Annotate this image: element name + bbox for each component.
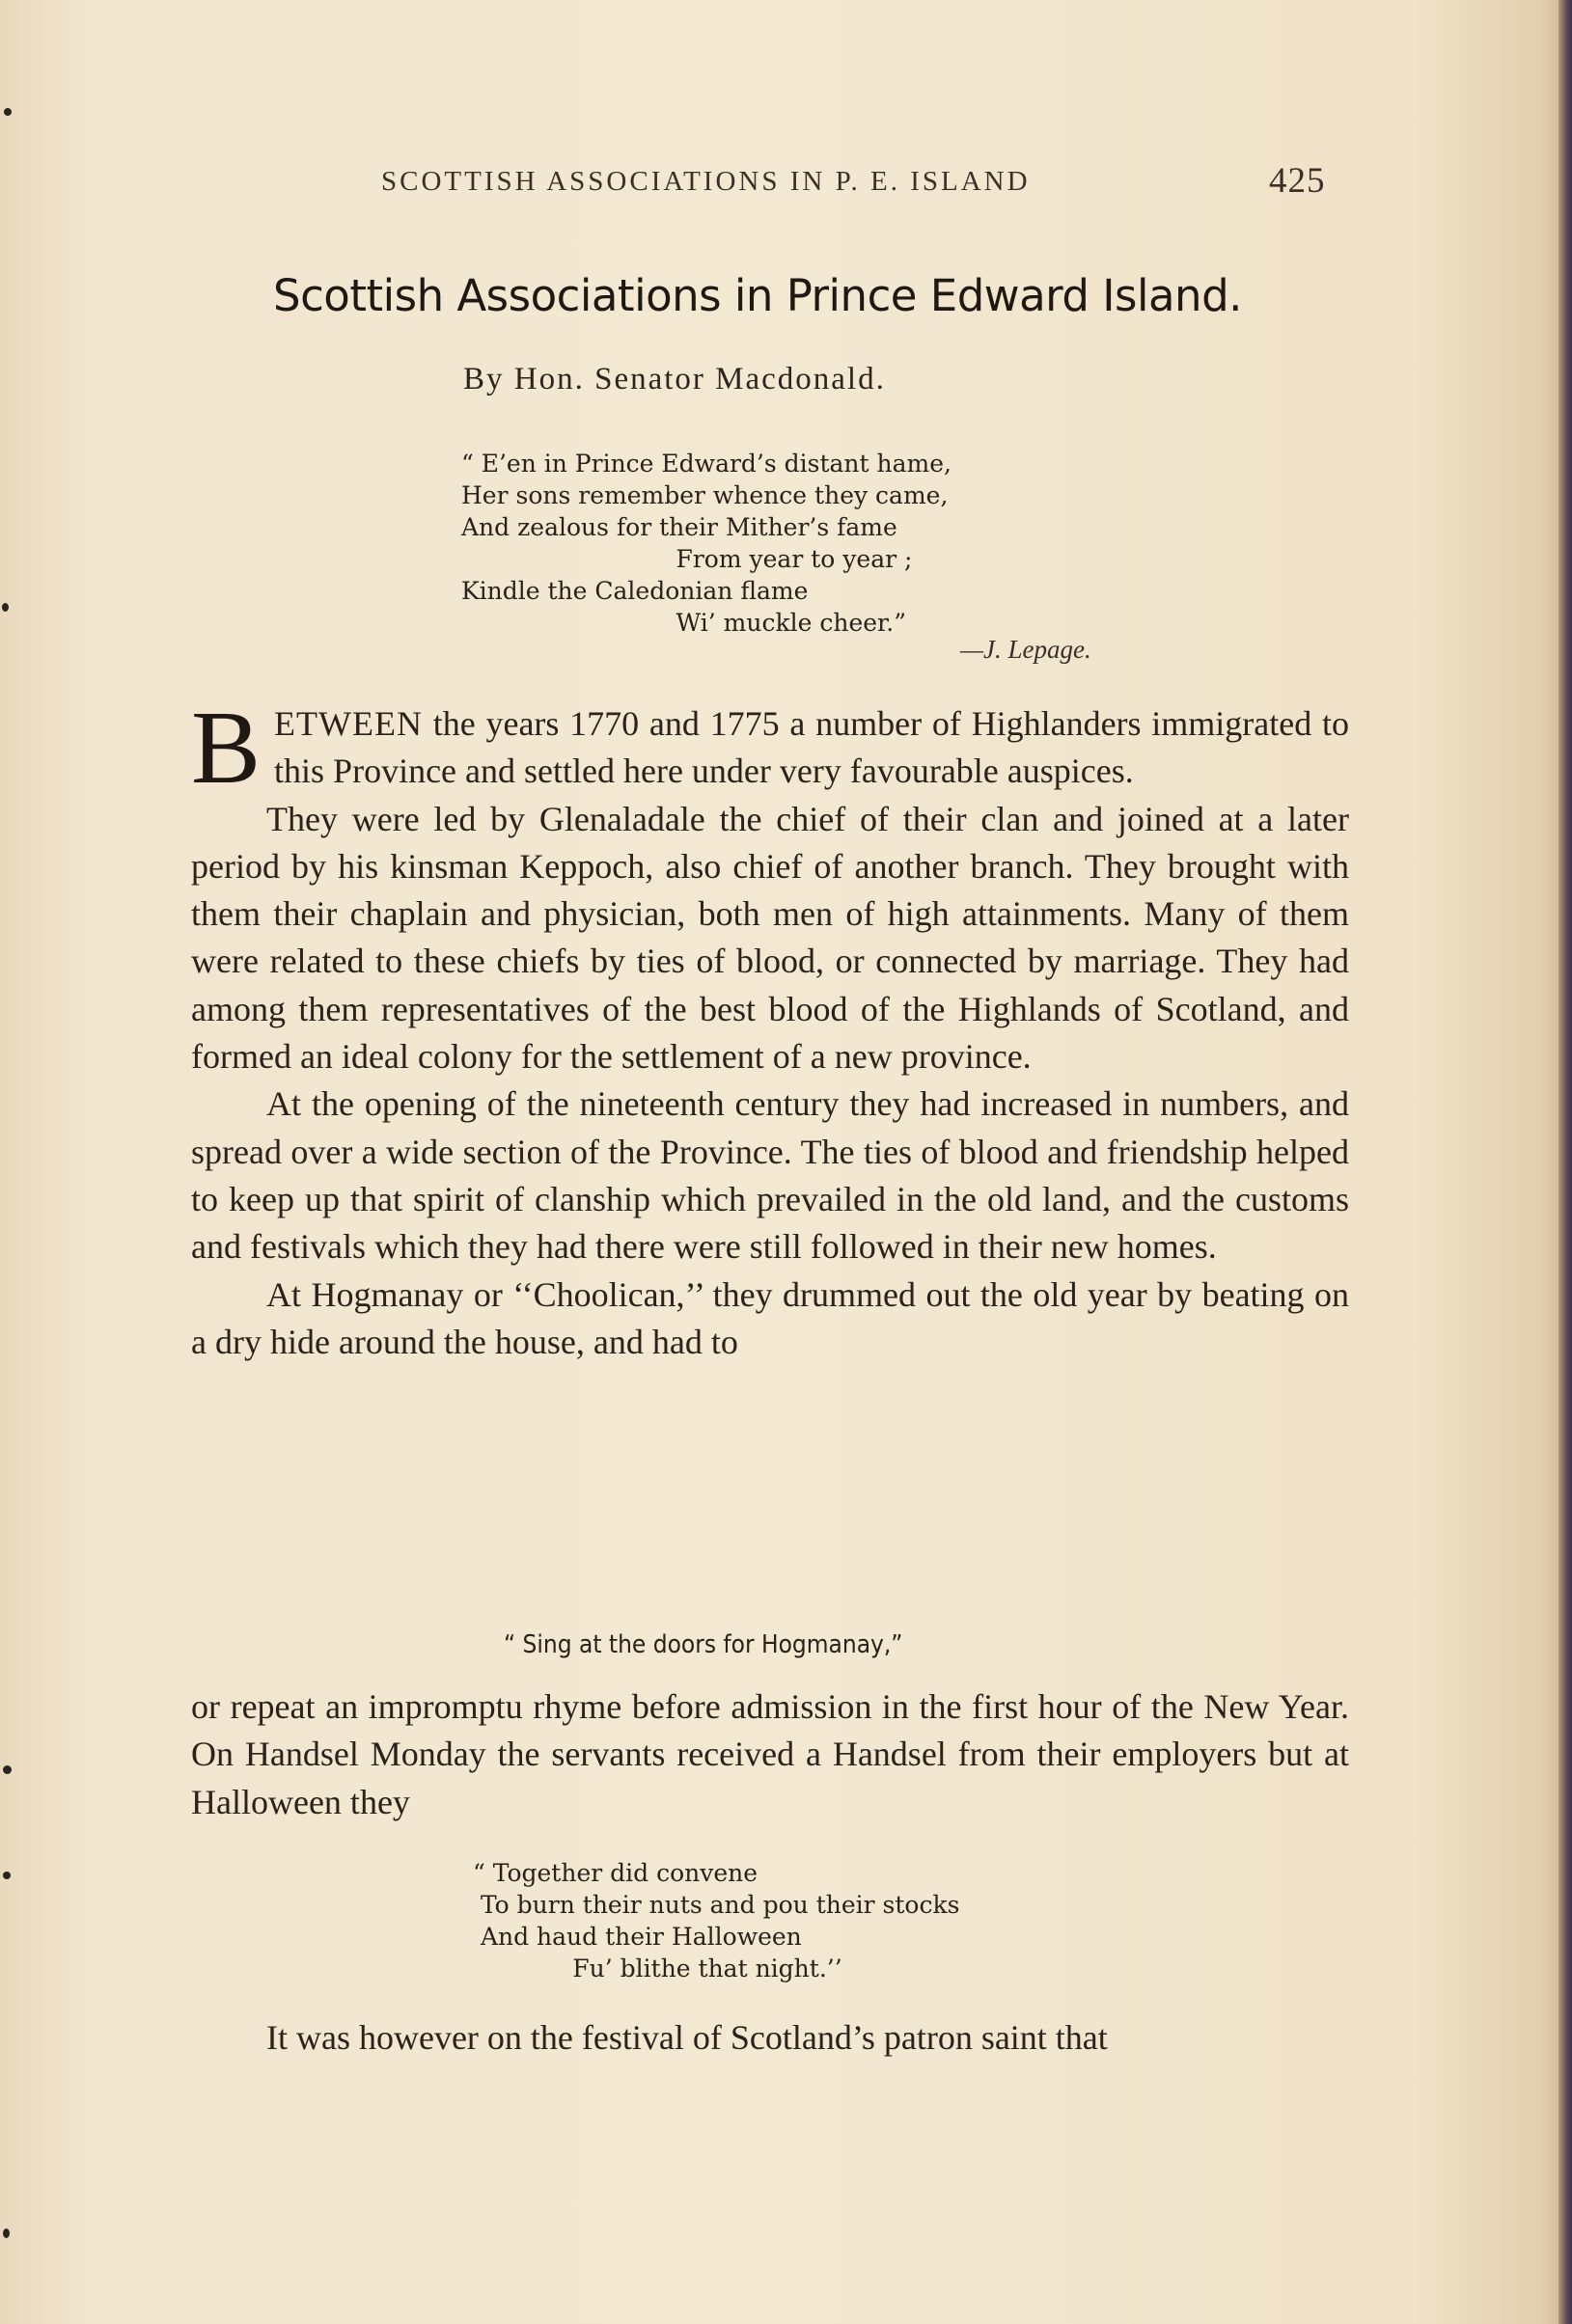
verse-line: “ E’en in Prince Edward’s distant hame, [461, 450, 951, 478]
body-text-bottom [191, 2014, 1349, 2062]
verse-line: And haud their Halloween [473, 1923, 802, 1951]
article-title: Scottish Associations in Prince Edward Island. [273, 270, 1242, 321]
book-spine-edge [1558, 0, 1572, 2324]
speck [2, 603, 9, 612]
verse-line: From year to year ; [461, 545, 913, 573]
verse-line: And zealous for their Mither’s fame [461, 513, 897, 541]
paragraph [191, 691, 1349, 806]
running-head-title: SCOTTISH ASSOCIATIONS IN P. E. ISLAND [381, 166, 1031, 197]
verse-line: “ Together did convene [473, 1859, 758, 1887]
verse-line: Wi’ muckle cheer.” [461, 609, 906, 637]
speck [3, 1765, 12, 1774]
body-text-top [191, 691, 1349, 1366]
epigraph-verse [461, 448, 951, 639]
page-number: 425 [1269, 161, 1326, 201]
paragraph: It was however on the festival of Scotland’s patron saint that [266, 2018, 1108, 2057]
halloween-verse [473, 1857, 959, 1984]
byline: By Hon. Senator Macdonald. [463, 362, 886, 396]
speck [4, 108, 12, 116]
epigraph-attribution: —J. Lepage. [960, 635, 1091, 664]
speck [3, 1872, 11, 1879]
verse-line: Fu’ blithe that night.’’ [473, 1955, 842, 1982]
paragraph: At Hogmanay or ‘‘Choolican,’’ they drummed out the old year by beating on a dry hide around the house, and had to [191, 1274, 1349, 1361]
drop-cap: B [191, 691, 262, 806]
body-text-middle [191, 1683, 1349, 1826]
inline-quote: “ Sing at the doors for Hogmanay,” [504, 1630, 903, 1659]
first-word: ETWEEN [274, 704, 423, 743]
verse-line: Kindle the Caledonian flame [461, 577, 809, 605]
speck [3, 2228, 10, 2238]
paragraph: At the opening of the nineteenth century they had increased in numbers, and spread over a wide section of the Province. The ties of blood and friendship helped to keep up that spirit of clanship which prevailed in the old land, and the customs and festivals which they had there were still followed in their new homes. [191, 1084, 1349, 1267]
verse-line: Her sons remember whence they came, [461, 481, 949, 509]
paragraph: or repeat an impromptu rhyme before admission in the first hour of the New Year. On Handsel Monday the servants received a Handsel from their employers but at Halloween they [191, 1687, 1349, 1821]
verse-line: To burn their nuts and pou their stocks [473, 1891, 960, 1919]
paragraph: They were led by Glenaladale the chief of their clan and joined at a later period by his kinsman Keppoch, also chief of another branch. They brought with them their chaplain and physician, both men of high attainments. Many of them were related to these chiefs by ties of blood, or connected by marriage. They had among them representatives of the best blood of the Highlands of Scotland, and formed an ideal colony for the settlement of a new province. [191, 799, 1349, 1077]
paragraph-text: the years 1770 and 1775 a number of Highlanders immigrated to this Province and settled here under very favourable auspices. [274, 704, 1349, 791]
